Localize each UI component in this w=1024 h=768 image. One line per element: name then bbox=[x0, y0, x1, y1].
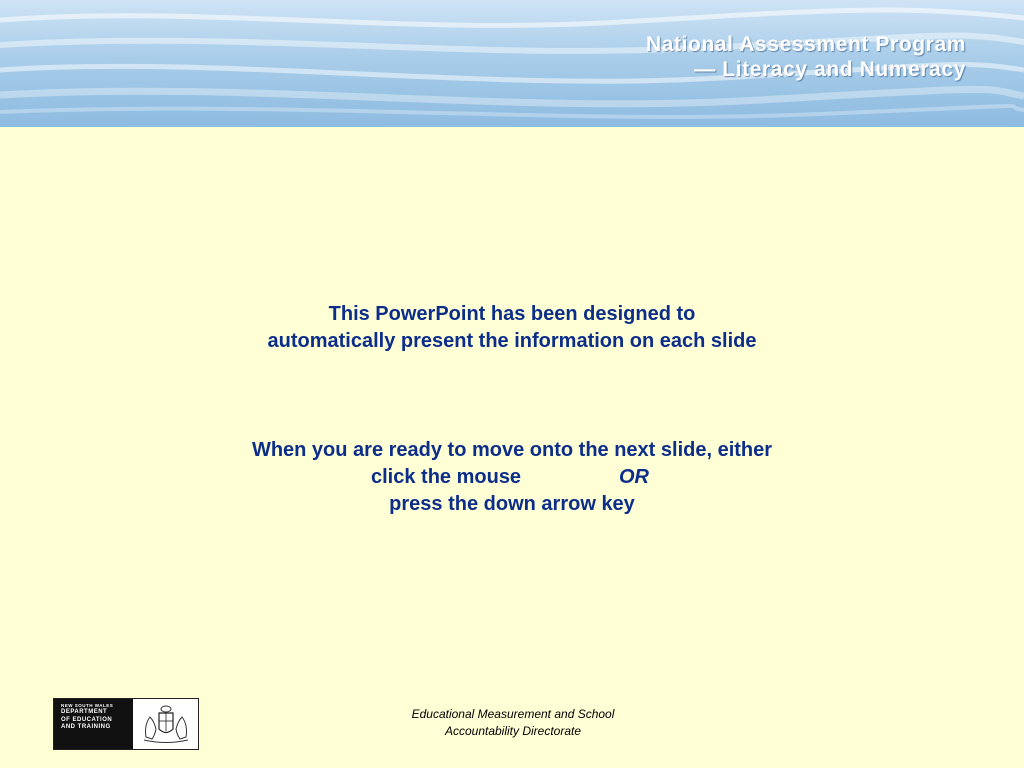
instruction-line2 bbox=[0, 464, 1024, 491]
logo-line2: DEPARTMENT bbox=[61, 709, 108, 715]
intro-line1: This PowerPoint has been designed to bbox=[328, 303, 696, 325]
header-banner bbox=[0, 0, 1024, 127]
intro-text bbox=[0, 301, 1024, 355]
directorate-line1: Educational Measurement and School bbox=[411, 707, 615, 721]
intro-line2: automatically present the information on each slide bbox=[267, 330, 757, 352]
nsw-det-logo bbox=[53, 698, 199, 750]
directorate-line2: Accountability Directorate bbox=[444, 724, 582, 738]
instruction-line1: When you are ready to move onto the next slide, either bbox=[251, 439, 773, 461]
instruction-or: OR bbox=[619, 466, 649, 488]
program-title bbox=[646, 32, 966, 82]
instruction-text bbox=[0, 437, 1024, 518]
program-title-line1: National Assessment Program bbox=[645, 33, 966, 56]
instruction-mouse: click the mouse bbox=[371, 466, 522, 488]
department-name bbox=[54, 699, 133, 749]
logo-line3: OF EDUCATION bbox=[61, 716, 113, 723]
instruction-line3: press the down arrow key bbox=[389, 493, 635, 515]
coat-of-arms-icon bbox=[133, 699, 198, 749]
directorate-text bbox=[330, 706, 696, 740]
logo-line4: AND TRAINING bbox=[61, 724, 111, 730]
logo-line1: NEW SOUTH WALES bbox=[61, 703, 114, 708]
program-title-line2: — Literacy and Numeracy bbox=[694, 58, 966, 81]
